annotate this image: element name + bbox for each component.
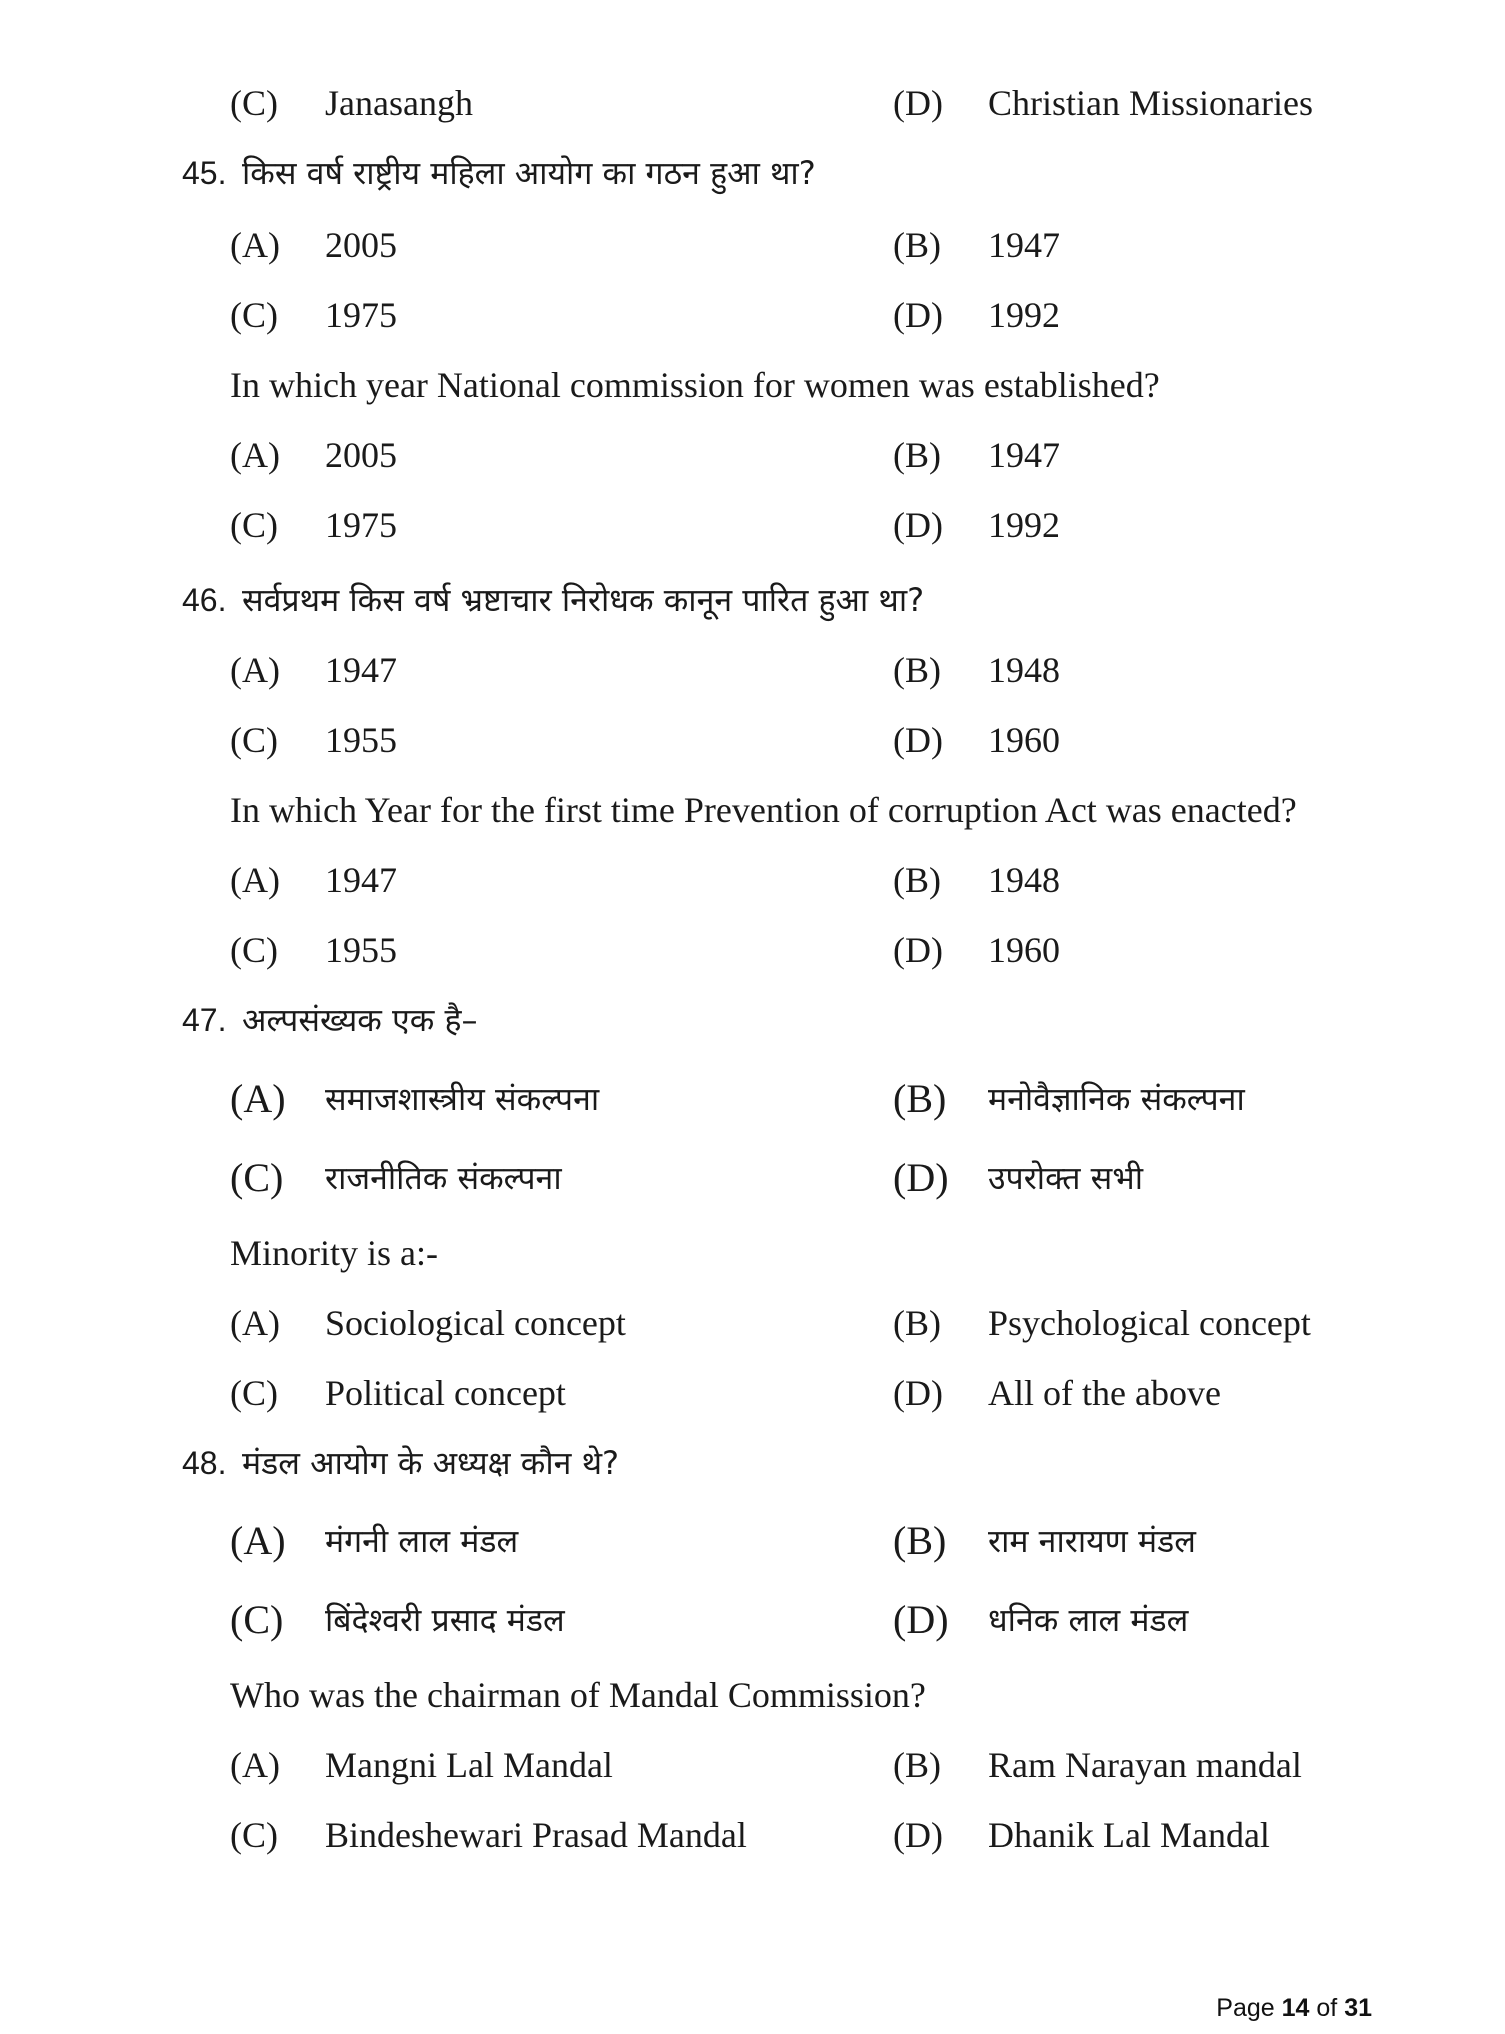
option-row [0,1148,1505,1208]
option-text: मनोवैज्ञानिक संकल्पना [988,1080,1245,1118]
question-text-hindi: मंडल आयोग के अध्यक्ष कौन थे? [242,1444,619,1482]
question-47-english [0,1223,1505,1283]
question-text-english: Who was the chairman of Mandal Commission? [230,1675,926,1715]
option-text: राम नारायण मंडल [988,1522,1196,1560]
option-text: मंगनी लाल मंडल [325,1522,519,1560]
option-text: 1947 [325,650,397,690]
option-text: 1948 [988,860,1060,900]
option-row [0,285,1505,345]
question-text-english: Minority is a:- [230,1233,438,1273]
option-label: (B) [893,1745,941,1785]
option-text: 1955 [325,720,397,760]
option-text: 1948 [988,650,1060,690]
option-row [0,1590,1505,1650]
option-text: 2005 [325,435,397,475]
option-text: 1975 [325,295,397,335]
option-text: 1947 [988,435,1060,475]
question-text-hindi: सर्वप्रथम किस वर्ष भ्रष्टाचार निरोधक कानून पारित हुआ था? [242,581,925,619]
option-label: (C) [230,1597,284,1642]
option-label: (A) [230,1303,280,1343]
option-text: 1947 [988,225,1060,265]
option-text: 1992 [988,505,1060,545]
question-45-english [0,355,1505,415]
question-text-english: In which Year for the first time Prevention of corruption Act was enacted? [230,790,1297,830]
option-label: (A) [230,1076,286,1121]
option-label: (D) [893,930,943,970]
option-text: धनिक लाल मंडल [988,1601,1189,1639]
option-label: (D) [893,505,943,545]
page-current: 14 [1281,1994,1310,2022]
option-label: (A) [230,225,280,265]
option-text: Sociological concept [325,1303,626,1343]
option-text: Ram Narayan mandal [988,1745,1302,1785]
question-number: 47. [182,1002,227,1038]
option-label: (B) [893,650,941,690]
question-48-hindi [0,1433,1505,1493]
option-label: (C) [230,295,278,335]
option-text: 1975 [325,505,397,545]
option-label: (B) [893,1076,947,1121]
option-row [0,850,1505,910]
option-row [0,1805,1505,1865]
option-row [0,215,1505,275]
option-text: 1960 [988,930,1060,970]
option-label: (B) [893,1303,941,1343]
option-label: (D) [893,1373,943,1413]
option-row [0,640,1505,700]
option-row [0,73,1505,133]
option-text: Psychological concept [988,1303,1311,1343]
question-text-hindi: किस वर्ष राष्ट्रीय महिला आयोग का गठन हुआ था? [242,154,816,192]
question-47-hindi [0,990,1505,1050]
option-label: (D) [893,295,943,335]
question-number: 45. [182,155,227,191]
question-text-hindi: अल्पसंख्यक एक है– [242,1001,478,1039]
option-text: Bindeshewari Prasad Mandal [325,1815,747,1855]
option-label: (C) [230,1155,284,1200]
option-text: 1955 [325,930,397,970]
option-label: (C) [230,83,278,123]
page-number [1216,1990,1372,2026]
option-text: 1992 [988,295,1060,335]
option-text: Mangni Lal Mandal [325,1745,613,1785]
option-label: (D) [893,1597,949,1642]
option-text: 2005 [325,225,397,265]
page-total: 31 [1344,1994,1372,2022]
option-text: समाजशास्त्रीय संकल्पना [325,1080,600,1118]
option-text: Political concept [325,1373,566,1413]
option-row [0,1511,1505,1571]
option-row [0,425,1505,485]
option-label: (A) [230,860,280,900]
option-text: All of the above [988,1373,1221,1413]
option-label: (D) [893,83,943,123]
option-row [0,495,1505,555]
option-label: (B) [893,435,941,475]
question-number: 48. [182,1445,227,1481]
option-label: (D) [893,1815,943,1855]
question-46-english [0,780,1505,840]
option-label: (D) [893,1155,949,1200]
option-row [0,1363,1505,1423]
option-row [0,920,1505,980]
option-label: (B) [893,860,941,900]
option-label: (A) [230,1518,286,1563]
question-48-english [0,1665,1505,1725]
option-label: (B) [893,225,941,265]
option-text: राजनीतिक संकल्पना [325,1159,562,1197]
option-text: 1947 [325,860,397,900]
option-label: (A) [230,435,280,475]
option-label: (A) [230,650,280,690]
option-row [0,710,1505,770]
question-number: 46. [182,582,227,618]
option-text: Janasangh [325,83,473,123]
option-label: (C) [230,505,278,545]
question-45-hindi [0,143,1505,203]
option-text: बिंदेश्वरी प्रसाद मंडल [325,1601,565,1639]
option-text: उपरोक्त सभी [988,1159,1144,1197]
option-row [0,1069,1505,1129]
question-46-hindi [0,570,1505,630]
option-label: (C) [230,930,278,970]
question-text-english: In which year National commission for women was established? [230,365,1160,405]
option-label: (B) [893,1518,947,1563]
option-label: (C) [230,1815,278,1855]
option-label: (D) [893,720,943,760]
option-label: (C) [230,720,278,760]
option-row [0,1293,1505,1353]
page-of: of [1316,1994,1338,2022]
option-text: Christian Missionaries [988,83,1313,123]
option-label: (A) [230,1745,280,1785]
option-row [0,1735,1505,1795]
page-prefix: Page [1216,1994,1275,2022]
option-label: (C) [230,1373,278,1413]
option-text: 1960 [988,720,1060,760]
option-text: Dhanik Lal Mandal [988,1815,1270,1855]
